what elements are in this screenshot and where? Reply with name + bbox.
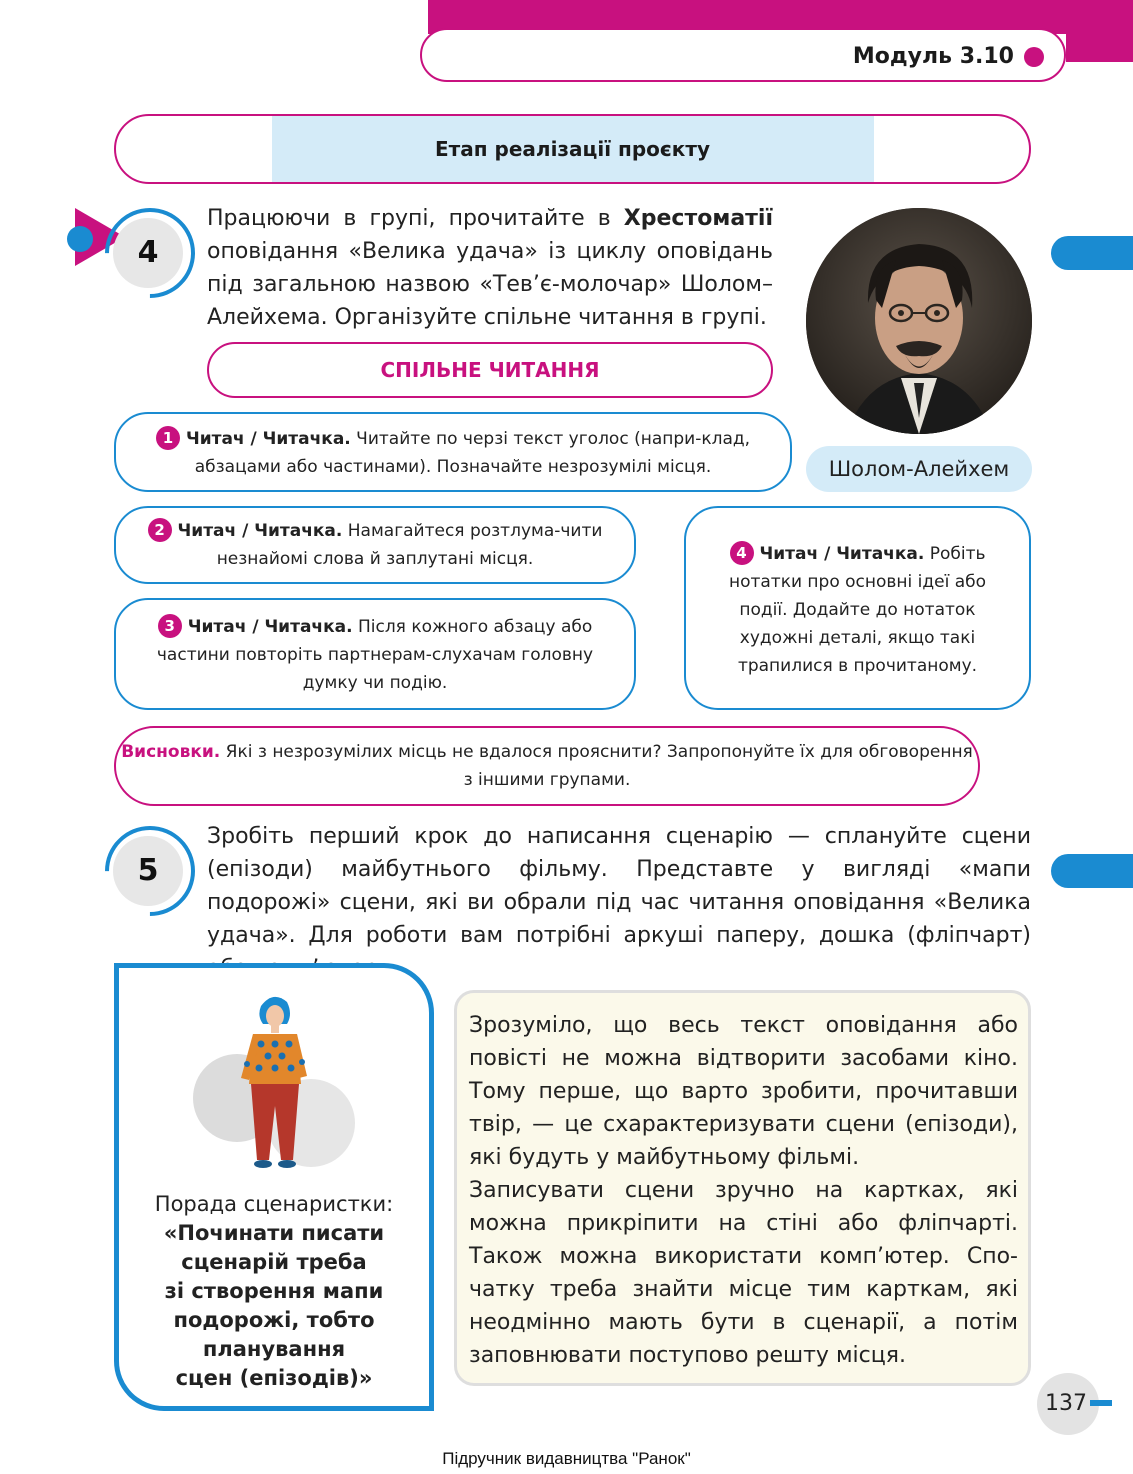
- portrait-image: [806, 208, 1032, 434]
- tip-intro: Порада сценаристки:: [154, 1192, 394, 1216]
- reader-label: Читач / Читачка.: [759, 544, 925, 564]
- reader-text: Намагайтеся розтлума-чити незнайомі слова й заплутані місця.: [216, 521, 603, 569]
- side-tab-marker: [1051, 236, 1133, 270]
- reader-label: Читач / Читачка.: [185, 429, 351, 449]
- blue-dot-icon: [67, 226, 93, 252]
- task-number-4: 4: [113, 218, 183, 288]
- page-number: 137: [1045, 1391, 1087, 1416]
- portrait-caption-box: [806, 446, 1032, 492]
- stage-banner: [114, 114, 1031, 184]
- shared-reading-title: СПІЛЬНЕ ЧИТАННЯ: [380, 358, 600, 382]
- shared-reading-pill: [207, 342, 773, 398]
- step-number-badge: 4: [730, 541, 754, 565]
- info-card: [454, 990, 1031, 1386]
- reader-box-3: [114, 598, 636, 710]
- author-portrait: [806, 208, 1032, 434]
- step-number-badge: 2: [148, 518, 172, 542]
- reader-text: Після кожного абзацу або частини повторіть партнерам-слухачам головну думку чи подію.: [156, 617, 594, 693]
- reader-label: Читач / Читачка.: [177, 521, 343, 541]
- reader-text: Читайте по черзі текст уголос (напри-клад, абзацами або частинами). Позначайте незрозумілі місця.: [194, 429, 751, 477]
- reader-label: Читач / Читачка.: [187, 617, 353, 637]
- reader-box-1: [114, 412, 792, 492]
- info-paragraph: Зрозуміло, що весь текст оповідання або повісті не можна відтворити засобами кіно. Тому перше, що варто зробити, прочитавши твір, — це схарактеризувати сцени (епізоди), які будуть у майбутньому фільмі.: [469, 1013, 1018, 1170]
- publisher-footer: Підручник видавництва "Ранок": [442, 1449, 691, 1468]
- conclusions-box: [114, 726, 980, 806]
- reader-text: Робіть нотатки про основні ідеї або події. Додайте до нотаток художні деталі, якщо такі трапилися в прочитаному.: [728, 544, 987, 676]
- side-tab-marker: [1051, 854, 1133, 888]
- reader-box-2: [114, 506, 636, 584]
- stage-title: Етап реалізації проєкту: [435, 137, 710, 161]
- task-number-5: 5: [113, 836, 183, 906]
- anthology-title: Хрестоматії: [623, 206, 773, 231]
- step-number-badge: 1: [156, 426, 180, 450]
- info-paragraph: Записувати сцени зручно на картках, які можна прикріпити на стіні або фліпчарті. Також можна використати комп’ютер. Спо-чатку треба знайти місце тим карткам, які неодмінно мають бути в сценарії, а потім заповнювати поступово решту місця.: [469, 1178, 1018, 1368]
- conclusions-label: Висновки.: [121, 742, 221, 762]
- header-band-tail: [1066, 34, 1133, 62]
- module-pill: [420, 28, 1066, 82]
- page-number-dash: [1090, 1400, 1112, 1406]
- reader-box-4: [684, 506, 1031, 710]
- screenwriter-tip-card: [114, 963, 434, 1411]
- module-label: Модуль 3.10: [852, 44, 1014, 69]
- screenwriter-illustration: [189, 988, 359, 1178]
- module-dot-icon: [1024, 47, 1044, 67]
- conclusions-text: Які з незрозумілих місць не вдалося прояснити? Запропонуйте їх для обговорення з іншими групами.: [220, 742, 973, 790]
- tip-quote: «Починати писати сценарій треба зі створення мапи подорожі, тобто планування сцен (епізодів)»: [163, 1221, 385, 1390]
- portrait-caption: Шолом-Алейхем: [828, 457, 1010, 481]
- step-number-badge: 3: [158, 614, 182, 638]
- task5-text: Зробіть перший крок до написання сценарію — сплануйте сцени (епізоди) майбутнього фільму. Представте у вигляді «мапи подорожі» сцени, які ви обрали під час читання оповідання «Велика удача». Для роботи вам потрібні аркуші паперу, дошка (фліпчарт): [207, 824, 1031, 948]
- task4-text: Працюючи в групі, прочитайте в Хрестоматії оповідання «Велика удача» із циклу оповідань під загальною назвою «Тев’є-молочар» Шолом–Алейхема. Організуйте спільне читання в групі.: [207, 206, 773, 330]
- info-text: [469, 1009, 1018, 1372]
